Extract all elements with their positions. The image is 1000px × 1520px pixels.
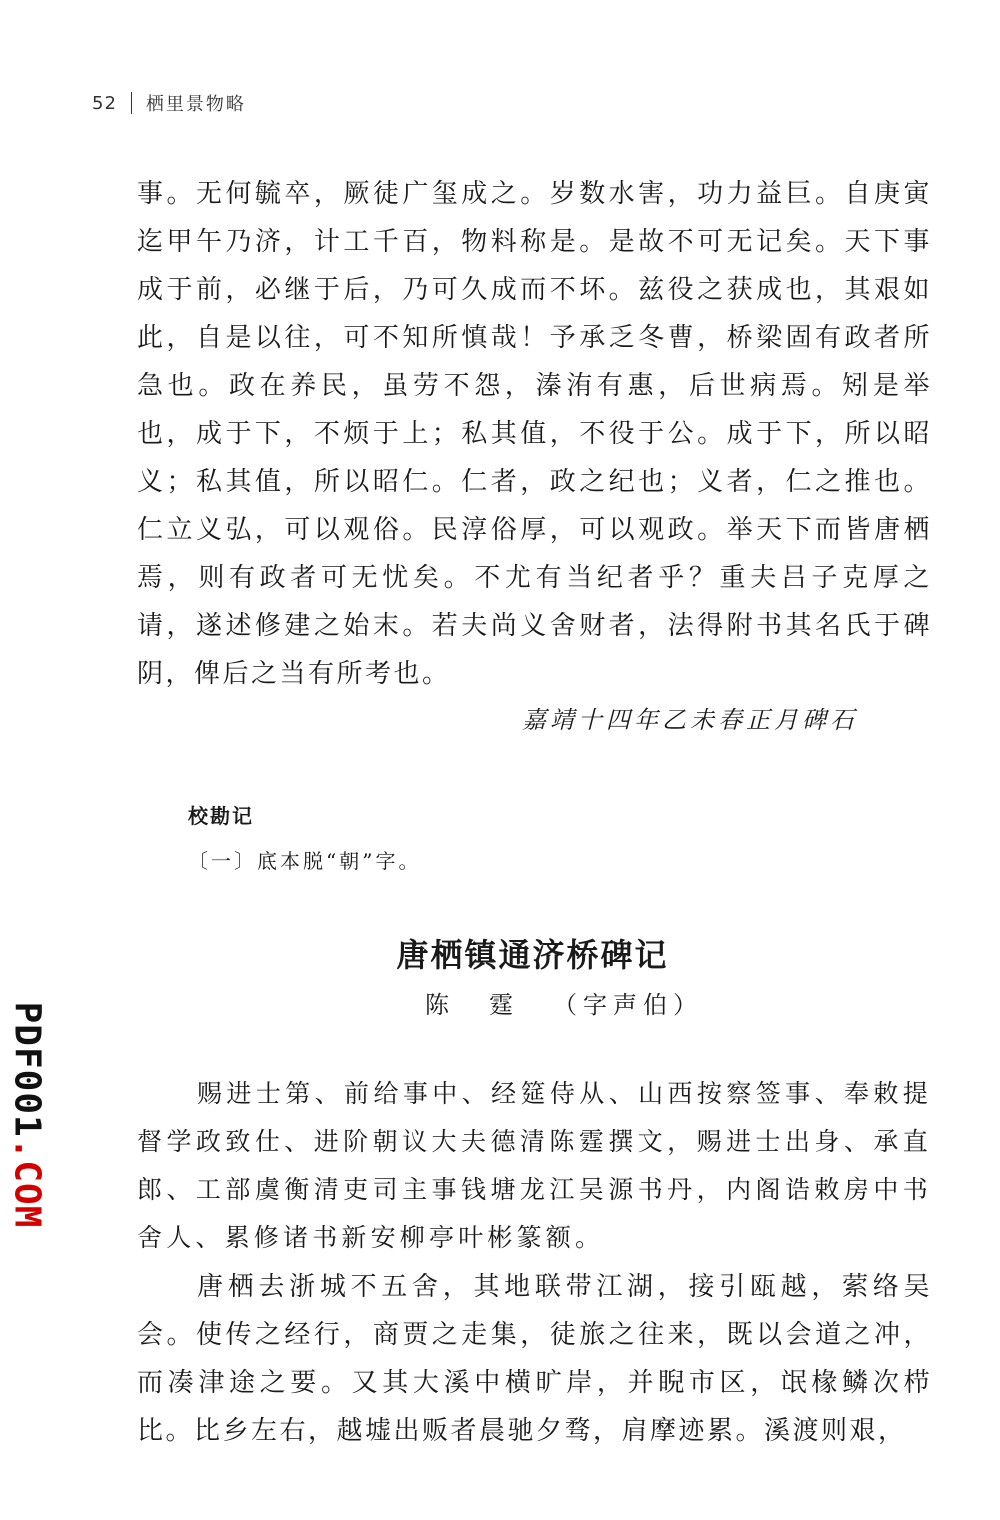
- book-title: 栖里景物略: [145, 94, 246, 115]
- watermark: [4, 995, 48, 1240]
- credits-paragraph: 赐进士第、前给事中、经筵侍从、山西按察签事、奉敕提督学政致仕、进阶朝议大夫德清陈霆撰文，赐进士出身、承直郎、工部虞衡清吏司主事钱塘龙江吴源书丹，内阁诰敕房中书舍人、累修诸书新安柳亭叶彬篆额。: [137, 1079, 932, 1252]
- author-note: （字声伯）: [553, 991, 703, 1019]
- stele-date: 嘉靖十四年乙未春正月碑石: [522, 706, 858, 734]
- article-author: [425, 985, 703, 1020]
- author-name: 陈霆: [425, 991, 553, 1019]
- continued-paragraph: 事。无何毓卒，厥徒广玺成之。岁数水害，功力益巨。自庚寅迄甲午乃济，计工千百，物料称是。是故不可无记矣。天下事成于前，必继于后，乃可久成而不坏。兹役之获成也，其艰如此，自是以往，可不知所慎哉！予承乏冬曹，桥梁固有政者所急也。政在养民，虽劳不怨，溱洧有惠，后世病焉。矧是举也，成于下，不烦于上；私其值，不役于公。成于下，所以昭义；私其值，所以昭仁。仁者，政之纪也；义者，仁之推也。仁立义弘，可以观俗。民淳俗厚，可以观政。举天下而皆唐栖焉，则有政者可无忧矣。不尤有当纪者乎？重夫吕子克厚之请，遂述修建之始末。若夫尚义舍财者，法得附书其名氏于碑阴，俾后之当有所考也。: [137, 179, 932, 689]
- header-divider: [131, 92, 132, 114]
- running-header: [92, 90, 246, 116]
- collation-note: 〔一〕底本脱“朝”字。: [188, 849, 422, 873]
- watermark-part-1: PDF001: [6, 1001, 48, 1138]
- article-title: 唐栖镇通济桥碑记: [396, 936, 669, 974]
- page-number: 52: [92, 92, 117, 114]
- watermark-part-2: .COM: [6, 1137, 48, 1229]
- body-paragraph: 唐栖去浙城不五舍，其地联带江湖，接引瓯越，萦络吴会。使传之经行，商贾之走集，徒旅之往来，既以会道之冲，而凑津途之要。又其大溪中横旷岸，并睨市区，氓椽鳞次栉比。比乡左右，越墟出贩者晨驰夕骛，肩摩迹累。溪渡则艰，: [137, 1272, 932, 1446]
- watermark-text: [7, 993, 47, 1238]
- collation-heading: 校勘记: [188, 804, 254, 828]
